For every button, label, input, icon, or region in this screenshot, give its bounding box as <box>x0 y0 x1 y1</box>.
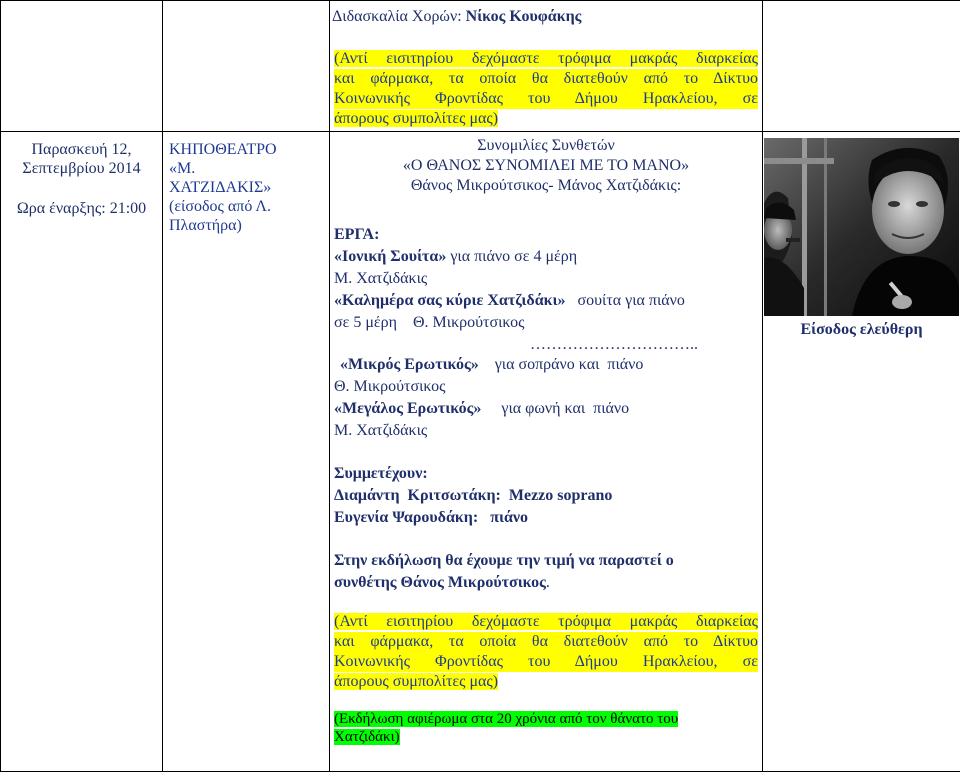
tribute-line: Χατζιδάκι) <box>334 729 400 745</box>
tribute-line: (Εκδήλωση αφιέρωμα στα 20 χρόνια από τον θάνατο του <box>334 711 678 727</box>
notice-line: και φάρμακα, τα οποία θα διατεθούν από το Δίκτυο <box>334 632 758 652</box>
free-entry-label: Είσοδος ελεύθερη <box>763 320 960 339</box>
dance-label: Διδασκαλία Χορών: <box>332 8 466 25</box>
work-desc: σε 5 μέρη Θ. Μικρούτσικος <box>334 313 758 332</box>
program-row-main <box>1 132 960 772</box>
work-desc: για σοπράνο και πιάνο <box>479 356 644 373</box>
event-series: Συνομιλίες Συνθετών <box>334 136 758 155</box>
notice-line: (Αντί εισιτηρίου δεχόμαστε τρόφιμα μακράς διαρκείας <box>334 613 758 630</box>
venue-name: «Μ. <box>169 159 325 178</box>
works-heading: ΕΡΓΑ: <box>334 225 758 244</box>
honor-note: συνθέτης Θάνος Μικρούτσικος <box>334 574 546 591</box>
work-composer: Θ. Μικρούτσικος <box>334 377 758 396</box>
event-title: «Ο ΘΑΝΟΣ ΣΥΝΟΜΙΛΕΙ ΜΕ ΤΟ ΜΑΝΟ» <box>334 156 758 175</box>
notice-line: Κοινωνικής Φροντίδας του Δήμου Ηρακλείου, σε <box>334 652 758 672</box>
event-day: Παρασκευή 12, <box>1 140 162 159</box>
honor-note: Στην εκδήλωση θα έχουμε την τιμή να παραστεί ο <box>334 551 758 570</box>
venue-entrance: (είσοδος από Λ. <box>169 197 325 216</box>
notice-line: και φάρμακα, τα οποία θα διατεθούν από το Δίκτυο <box>334 69 758 89</box>
work-desc: για φωνή και πιάνο <box>481 400 629 417</box>
work-composer: Μ. Χατζιδάκις <box>334 269 758 288</box>
separator-dots: ………………………….. <box>334 335 758 354</box>
work-title: «Ιονική Σουίτα» <box>334 248 446 265</box>
work-desc: σουίτα για πιάνο <box>565 292 684 309</box>
event-time: Ωρα έναρξης: 21:00 <box>1 199 162 218</box>
donation-notice <box>334 612 758 692</box>
venue-cell <box>163 132 330 772</box>
dance-teacher-line <box>332 7 758 26</box>
program-row-top <box>1 1 960 132</box>
dance-cell <box>330 1 763 132</box>
work-title: «Μικρός Ερωτικός» <box>340 356 479 373</box>
date-cell <box>1 132 163 772</box>
venue-name: ΧΑΤΖΙΔΑΚΙΣ» <box>169 178 325 197</box>
work-desc: για πιάνο σε 4 μέρη <box>446 248 577 265</box>
empty-cell <box>163 1 330 132</box>
empty-cell <box>763 1 960 132</box>
participants-heading: Συμμετέχουν: <box>334 464 758 483</box>
work-composer: Μ. Χατζιδάκις <box>334 421 758 440</box>
notice-line: Κοινωνικής Φροντίδας του Δήμου Ηρακλείου, σε <box>334 89 758 109</box>
donation-notice <box>334 49 758 129</box>
photo-cell <box>763 132 960 772</box>
composers-photo <box>764 138 959 316</box>
work-title: «Καλημέρα σας κύριε Χατζιδάκι» <box>334 292 565 309</box>
event-composers: Θάνος Μικρούτσικος- Μάνος Χατζιδάκις: <box>334 176 758 195</box>
notice-line: άπορους συμπολίτες μας) <box>334 110 498 127</box>
venue-entrance: Πλαστήρα) <box>169 216 325 235</box>
tribute-note <box>334 710 758 746</box>
work-title: «Μεγάλος Ερωτικός» <box>334 400 481 417</box>
participant: Διαμάντη Κριτσωτάκη: Mezzo soprano <box>334 486 758 505</box>
event-cell <box>330 132 763 772</box>
participant: Ευγενία Ψαρουδάκη: πιάνο <box>334 508 758 527</box>
honor-note-dot: . <box>546 574 550 591</box>
notice-line: (Αντί εισιτηρίου δεχόμαστε τρόφιμα μακράς διαρκείας <box>334 50 758 67</box>
venue-name: ΚΗΠΟΘΕΑΤΡΟ <box>169 140 325 159</box>
notice-line: άπορους συμπολίτες μας) <box>334 673 498 690</box>
empty-cell <box>1 1 163 132</box>
event-date: Σεπτεμβρίου 2014 <box>1 159 162 178</box>
dance-teacher-name: Νίκος Κουφάκης <box>466 8 582 25</box>
